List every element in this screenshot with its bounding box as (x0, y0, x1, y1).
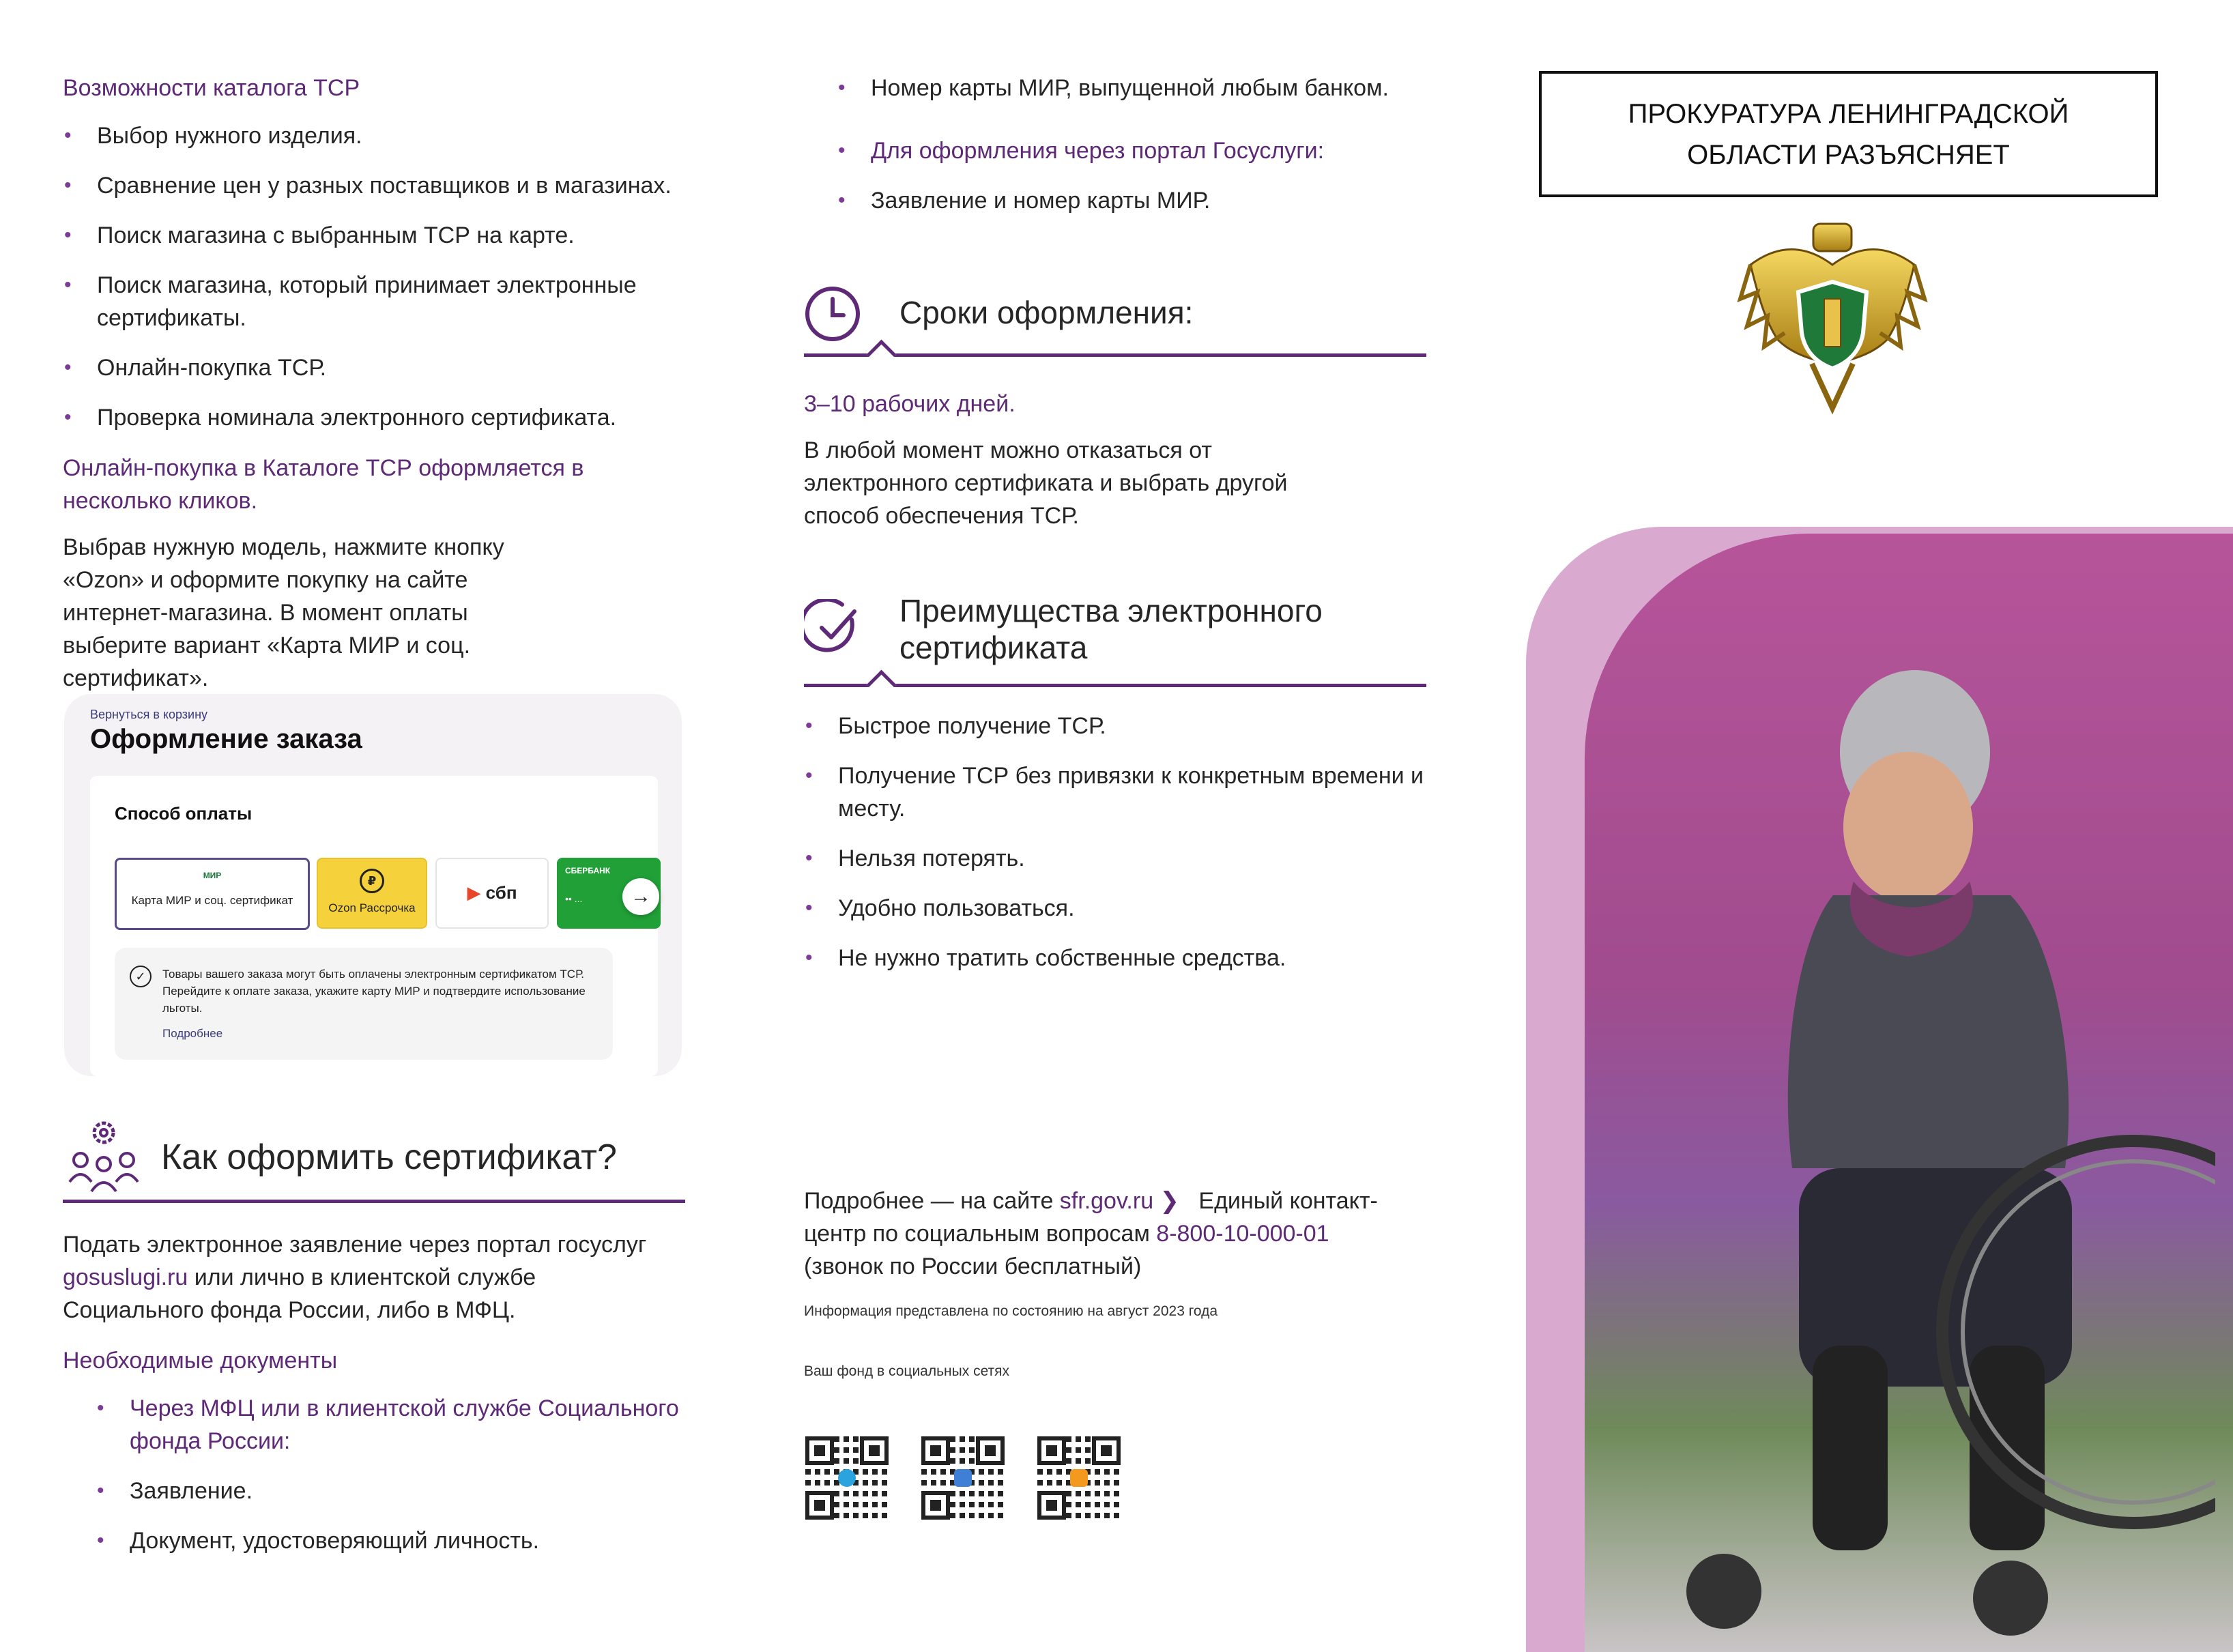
vk-icon (954, 1469, 972, 1487)
info-box (115, 948, 613, 1060)
pay-option-ozon[interactable] (317, 858, 427, 929)
pay-option-label: СБЕРБАНК (565, 866, 611, 875)
list-item: • Заявление и номер карты МИР. (837, 184, 1451, 217)
online-note: Онлайн-покупка в Каталоге ТСР оформляется в несколько кликов. (63, 455, 584, 514)
info-text: Товары вашего заказа могут быть оплачены электронным сертификатом ТСР. Перейдите к оплате заказа, укажите карту МИР и подтвердите использование льготы. (162, 968, 586, 1015)
ruble-icon: ₽ (360, 869, 384, 893)
list-item: • Быстрое получение ТСР. (804, 710, 1432, 742)
list-item: • Сравнение цен у разных поставщиков и в магазинах. (63, 169, 691, 202)
card-dots: •• ... (565, 893, 583, 904)
ok-icon (1070, 1469, 1088, 1487)
sbp-logo: ▶ сбп (467, 882, 517, 903)
how-title: Как оформить сертификат? (161, 1137, 617, 1177)
back-link[interactable]: Вернуться в корзину (90, 708, 208, 721)
catalog-list (63, 119, 691, 451)
list-item: • Нельзя потерять. (804, 842, 1432, 875)
list-item: • Не нужно тратить собственные средства. (804, 942, 1432, 974)
cards-list (837, 72, 1451, 121)
social-caption: Ваш фонд в социальных сетях (804, 1363, 1010, 1379)
pay-option-mir[interactable] (115, 858, 310, 930)
list-item: • Онлайн-покупка ТСР. (63, 351, 691, 384)
gosuslugi-list (837, 134, 1451, 234)
catalog-title: Возможности каталога ТСР (63, 75, 360, 101)
arrow-right-icon[interactable]: → (622, 878, 659, 915)
list-item: • Получение ТСР без привязки к конкретным времени и месту. (804, 759, 1432, 825)
divider-notch (867, 340, 897, 370)
list-item: • Для оформления через портал Госуслуги: (837, 134, 1451, 167)
qr-code-vk[interactable] (921, 1436, 1005, 1520)
qr-code-telegram[interactable] (805, 1436, 889, 1520)
clock-icon (804, 285, 861, 343)
checkmark-icon (804, 599, 861, 656)
info-date: Информация представлена по состоянию на август 2023 года (804, 1303, 1218, 1319)
how-text: Подать электронное заявление через портал госуслуг gosuslugi.ru или лично в клиентской службе Социального фонда России, либо в МФЦ. (63, 1232, 647, 1323)
docs-list (96, 1392, 689, 1574)
telegram-icon (838, 1469, 856, 1487)
prosecutor-emblem (1737, 217, 1928, 422)
section-divider (804, 353, 1426, 357)
order-screenshot (64, 694, 682, 1076)
qr-code-ok[interactable] (1037, 1436, 1121, 1520)
payment-panel (90, 776, 658, 1076)
list-item: • Удобно пользоваться. (804, 892, 1432, 925)
list-item: • Заявление. (96, 1475, 689, 1507)
terms-text: В любой момент можно отказаться от электронного сертификата и выбрать другой способ обеспечения ТСР. (804, 437, 1288, 529)
advantages-title: Преимущества электронного сертификата (899, 593, 1323, 665)
list-item: • Поиск магазина, который принимает электронные сертификаты. (63, 269, 657, 334)
mir-logo: МИР (203, 871, 222, 880)
list-item: • Номер карты МИР, выпущенной любым банком. (837, 72, 1451, 104)
list-item: • Документ, удостоверяющий личность. (96, 1524, 689, 1557)
more-link[interactable]: Подробнее (162, 1027, 223, 1040)
advantages-list (804, 710, 1432, 991)
check-circle-icon: ✓ (130, 966, 152, 987)
sfr-link[interactable]: sfr.gov.ru (1059, 1188, 1154, 1214)
contact-block: Подробнее — на сайте sfr.gov.ru ❯ Единый контакт-центр по социальным вопросам 8-800-10-000-01 (звонок по России бесплатный) (804, 1188, 1378, 1279)
phone-link[interactable]: 8-800-10-000-01 (1156, 1221, 1329, 1247)
list-item: • Проверка номинала электронного сертификата. (63, 401, 691, 434)
pay-option-sbp[interactable] (435, 858, 549, 929)
list-item: • Поиск магазина с выбранным ТСР на карте. (63, 219, 691, 252)
payment-label: Способ оплаты (115, 803, 253, 824)
pay-option-label: Карта МИР и соц. сертификат (131, 894, 293, 907)
list-item: • Выбор нужного изделия. (63, 119, 691, 152)
hero-photo (1526, 527, 2233, 1652)
order-title: Оформление заказа (90, 724, 362, 754)
people-gear-icon (68, 1119, 139, 1194)
section-divider (63, 1200, 685, 1203)
divider-notch (867, 670, 897, 700)
header-box: ПРОКУРАТУРА ЛЕНИНГРАДСКОЙ ОБЛАСТИ РАЗЪЯСНЯЕТ (1539, 71, 2158, 197)
ozon-instructions: Выбрав нужную модель, нажмите кнопку «Ozon» и оформите покупку на сайте интернет-магазина. В момент оплаты выберите вариант «Карта МИР и соц. сертификат». (63, 534, 504, 691)
terms-title: Сроки оформления: (899, 295, 1194, 330)
sbp-icon: ▶ (467, 882, 481, 903)
chevron-right-icon: ❯ (1153, 1188, 1186, 1214)
pay-option-label: Ozon Рассрочка (328, 901, 416, 914)
section-divider (804, 684, 1426, 687)
terms-days: 3–10 рабочих дней. (804, 391, 1015, 417)
list-item: • Через МФЦ или в клиентской службе Социального фонда России: (96, 1392, 689, 1458)
gosuslugi-link[interactable]: gosuslugi.ru (63, 1264, 188, 1290)
docs-title: Необходимые документы (63, 1348, 338, 1374)
